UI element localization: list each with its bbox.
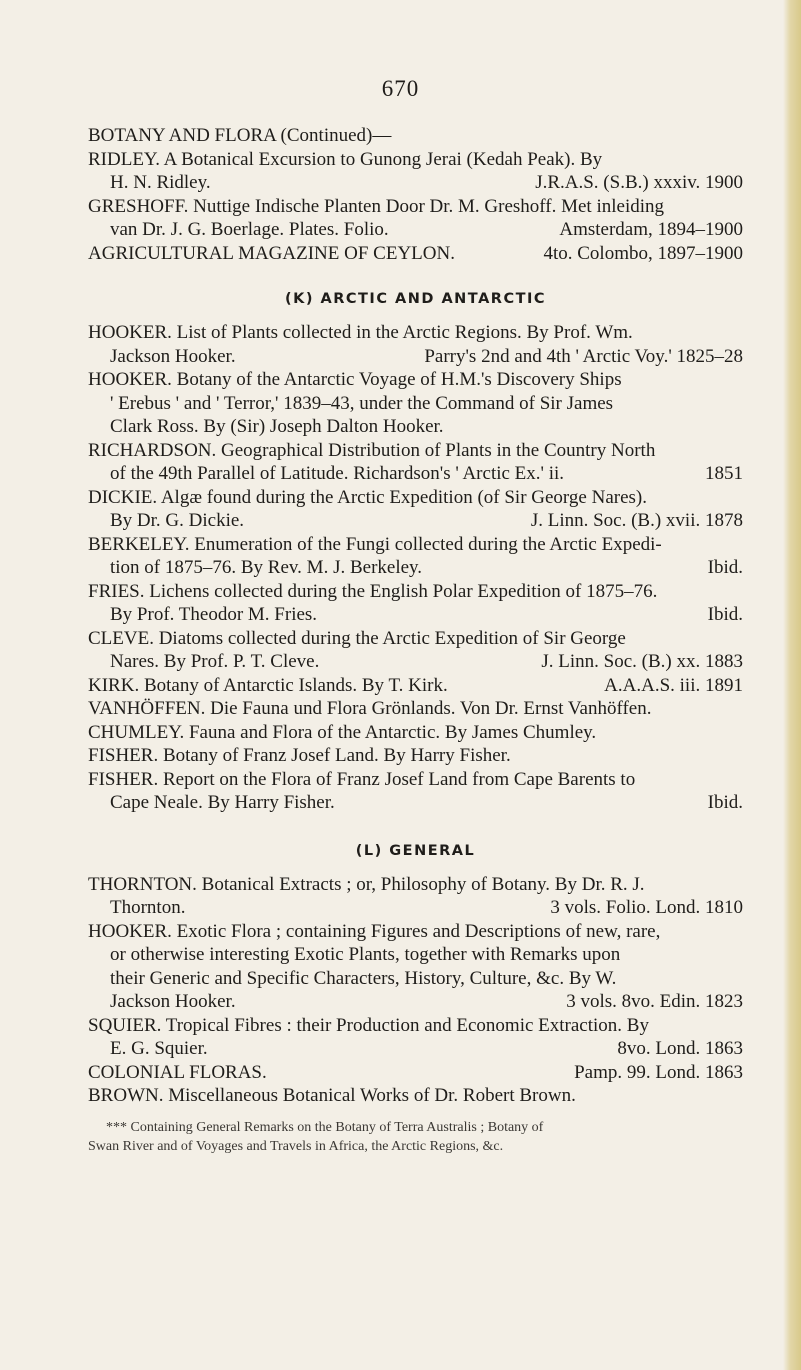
section-title-line: BOTANY AND FLORA (Continued)— — [88, 125, 392, 146]
entry-line — [88, 1061, 743, 1085]
entry-text: van Dr. J. G. Boerlage. Plates. Folio. — [110, 219, 389, 240]
entry-citation: 3 vols. Folio. Lond. 1810 — [550, 897, 743, 918]
entry-line — [88, 509, 743, 533]
bibliography-entry — [88, 580, 743, 627]
entry-line — [88, 556, 743, 580]
page-number: 670 — [381, 76, 420, 101]
entry-line — [88, 345, 743, 369]
entry-citation: J.R.A.S. (S.B.) xxxiv. 1900 — [535, 172, 743, 193]
entry-text: By Prof. Theodor M. Fries. — [110, 604, 318, 625]
bibliography-entry — [88, 439, 743, 486]
entry-text: of the 49th Parallel of Latitude. Richardson's ' Arctic Ex.' ii. — [110, 463, 565, 484]
entry-line — [88, 627, 743, 651]
entry-line — [88, 721, 743, 745]
entry-citation: Ibid. — [707, 557, 743, 578]
entry-text: their Generic and Specific Characters, History, Culture, &c. By W. — [110, 967, 617, 989]
entry-text: Nares. By Prof. P. T. Cleve. — [110, 651, 320, 672]
heading-general: (L) GENERAL — [355, 842, 476, 859]
page-content — [88, 124, 743, 1156]
entry-text: Cape Neale. By Harry Fisher. — [110, 792, 335, 813]
entry-line — [88, 990, 743, 1014]
entry-line — [88, 392, 743, 416]
entry-citation: Pamp. 99. Lond. 1863 — [574, 1061, 743, 1083]
entry-line — [88, 195, 743, 219]
entry-text: BERKELEY. Enumeration of the Fungi collected during the Arctic Expedi- — [88, 533, 662, 555]
entry-line — [88, 148, 743, 172]
entry-line — [88, 1014, 743, 1038]
entry-citation: 1851 — [705, 463, 743, 484]
entry-text: Thornton. — [110, 897, 186, 918]
entry-text: RIDLEY. A Botanical Excursion to Gunong Jerai (Kedah Peak). By — [88, 148, 603, 170]
entry-text: AGRICULTURAL MAGAZINE OF CEYLON. — [88, 242, 455, 264]
entry-text: CHUMLEY. Fauna and Flora of the Antarctic. By James Chumley. — [88, 721, 597, 743]
entry-line — [88, 943, 743, 967]
bibliography-entry — [88, 486, 743, 533]
entry-line — [88, 920, 743, 944]
bibliography-entry — [88, 1084, 743, 1108]
entry-line — [88, 242, 743, 266]
bibliography-entry — [88, 721, 743, 745]
entry-text: Jackson Hooker. — [110, 345, 236, 367]
entry-text: H. N. Ridley. — [110, 172, 211, 193]
entry-citation: J. Linn. Soc. (B.) xvii. 1878 — [530, 510, 743, 531]
bibliography-entry — [88, 697, 743, 721]
entry-text: HOOKER. Botany of the Antarctic Voyage of H.M.'s Discovery Ships — [88, 369, 622, 390]
entry-text: KIRK. Botany of Antarctic Islands. By T. Kirk. — [88, 674, 448, 696]
entry-text: DICKIE. Algæ found during the Arctic Expedition (of Sir George Nares). — [88, 486, 647, 508]
entry-line — [88, 415, 743, 439]
entry-line — [88, 674, 743, 698]
entry-text: E. G. Squier. — [110, 1038, 208, 1059]
entry-line — [88, 967, 743, 991]
bibliography-entry — [88, 368, 743, 439]
entry-text: ' Erebus ' and ' Terror,' 1839–43, under the Command of Sir James — [110, 392, 614, 414]
entry-text: HOOKER. List of Plants collected in the Arctic Regions. By Prof. Wm. — [88, 322, 633, 343]
heading-arctic: (K) ARCTIC AND ANTARCTIC — [284, 291, 547, 307]
entry-text: HOOKER. Exotic Flora ; containing Figures and Descriptions of new, rare, — [88, 920, 661, 942]
footnote — [88, 1118, 743, 1156]
footnote-line: Swan River and of Voyages and Travels in Africa, the Arctic Regions, &c. — [88, 1138, 504, 1154]
entry-text: VANHÖFFEN. Die Fauna und Flora Grönlands. Von Dr. Ernst Vanhöffen. — [88, 698, 652, 719]
bibliography-entry — [88, 148, 743, 195]
entry-citation: Parry's 2nd and 4th ' Arctic Voy.' 1825–28 — [424, 345, 743, 367]
entry-line — [88, 744, 743, 768]
entry-text: SQUIER. Tropical Fibres : their Production and Economic Extraction. By — [88, 1014, 649, 1036]
entry-citation: Amsterdam, 1894–1900 — [559, 219, 743, 240]
bibliography-entry — [88, 920, 743, 1014]
bibliography-entry — [88, 195, 743, 242]
entry-citation: J. Linn. Soc. (B.) xx. 1883 — [541, 651, 743, 672]
entry-text: FRIES. Lichens collected during the English Polar Expedition of 1875–76. — [88, 580, 658, 602]
entry-line — [88, 697, 743, 721]
bibliography-entry — [88, 242, 743, 266]
entry-line — [88, 368, 743, 392]
entry-line — [88, 486, 743, 510]
entry-line — [88, 218, 743, 242]
entry-text: Jackson Hooker. — [110, 991, 236, 1012]
entry-line — [88, 1084, 743, 1108]
bibliography-entry — [88, 873, 743, 920]
entry-line — [88, 791, 743, 815]
entry-text: THORNTON. Botanical Extracts ; or, Philosophy of Botany. By Dr. R. J. — [88, 873, 645, 895]
entry-citation: Ibid. — [707, 792, 743, 813]
entries-general — [88, 873, 743, 1108]
entry-line — [88, 873, 743, 897]
entry-text: BROWN. Miscellaneous Botanical Works of Dr. Robert Brown. — [88, 1085, 576, 1106]
entry-text: COLONIAL FLORAS. — [88, 1061, 267, 1083]
entry-citation: 4to. Colombo, 1897–1900 — [543, 242, 743, 264]
entry-text: tion of 1875–76. By Rev. M. J. Berkeley. — [110, 557, 423, 578]
entry-citation: A.A.A.S. iii. 1891 — [604, 674, 743, 696]
entry-text: Clark Ross. By (Sir) Joseph Dalton Hooker. — [110, 416, 444, 437]
entry-line — [88, 533, 743, 557]
bibliography-entry — [88, 768, 743, 815]
entries-botany — [88, 148, 743, 266]
bibliography-entry — [88, 1014, 743, 1061]
entry-line — [88, 580, 743, 604]
entry-text: CLEVE. Diatoms collected during the Arctic Expedition of Sir George — [88, 627, 626, 649]
bibliography-entry — [88, 1061, 743, 1085]
entry-citation: 8vo. Lond. 1863 — [617, 1038, 743, 1059]
entry-line — [88, 1037, 743, 1061]
section-title — [88, 124, 743, 148]
bibliography-entry — [88, 627, 743, 674]
entry-text: or otherwise interesting Exotic Plants, together with Remarks upon — [110, 944, 621, 965]
entry-line — [88, 768, 743, 792]
entry-line — [88, 603, 743, 627]
page-edge — [783, 0, 801, 1370]
entry-line — [88, 650, 743, 674]
entry-text: By Dr. G. Dickie. — [110, 510, 245, 531]
entry-text: RICHARDSON. Geographical Distribution of Plants in the Country North — [88, 439, 656, 461]
entry-line — [88, 321, 743, 345]
footnote-line: *** Containing General Remarks on the Botany of Terra Australis ; Botany of — [106, 1119, 544, 1135]
entry-text: FISHER. Botany of Franz Josef Land. By Harry Fisher. — [88, 745, 511, 766]
entries-arctic — [88, 321, 743, 815]
entry-text: FISHER. Report on the Flora of Franz Josef Land from Cape Barents to — [88, 768, 636, 790]
entry-line — [88, 439, 743, 463]
bibliography-entry — [88, 321, 743, 368]
bibliography-entry — [88, 744, 743, 768]
entry-line — [88, 171, 743, 195]
entry-text: GRESHOFF. Nuttige Indische Planten Door Dr. M. Greshoff. Met inleiding — [88, 195, 665, 217]
entry-citation: Ibid. — [707, 604, 743, 625]
bibliography-entry — [88, 674, 743, 698]
entry-line — [88, 896, 743, 920]
entry-citation: 3 vols. 8vo. Edin. 1823 — [566, 991, 743, 1012]
bibliography-entry — [88, 533, 743, 580]
entry-line — [88, 462, 743, 486]
